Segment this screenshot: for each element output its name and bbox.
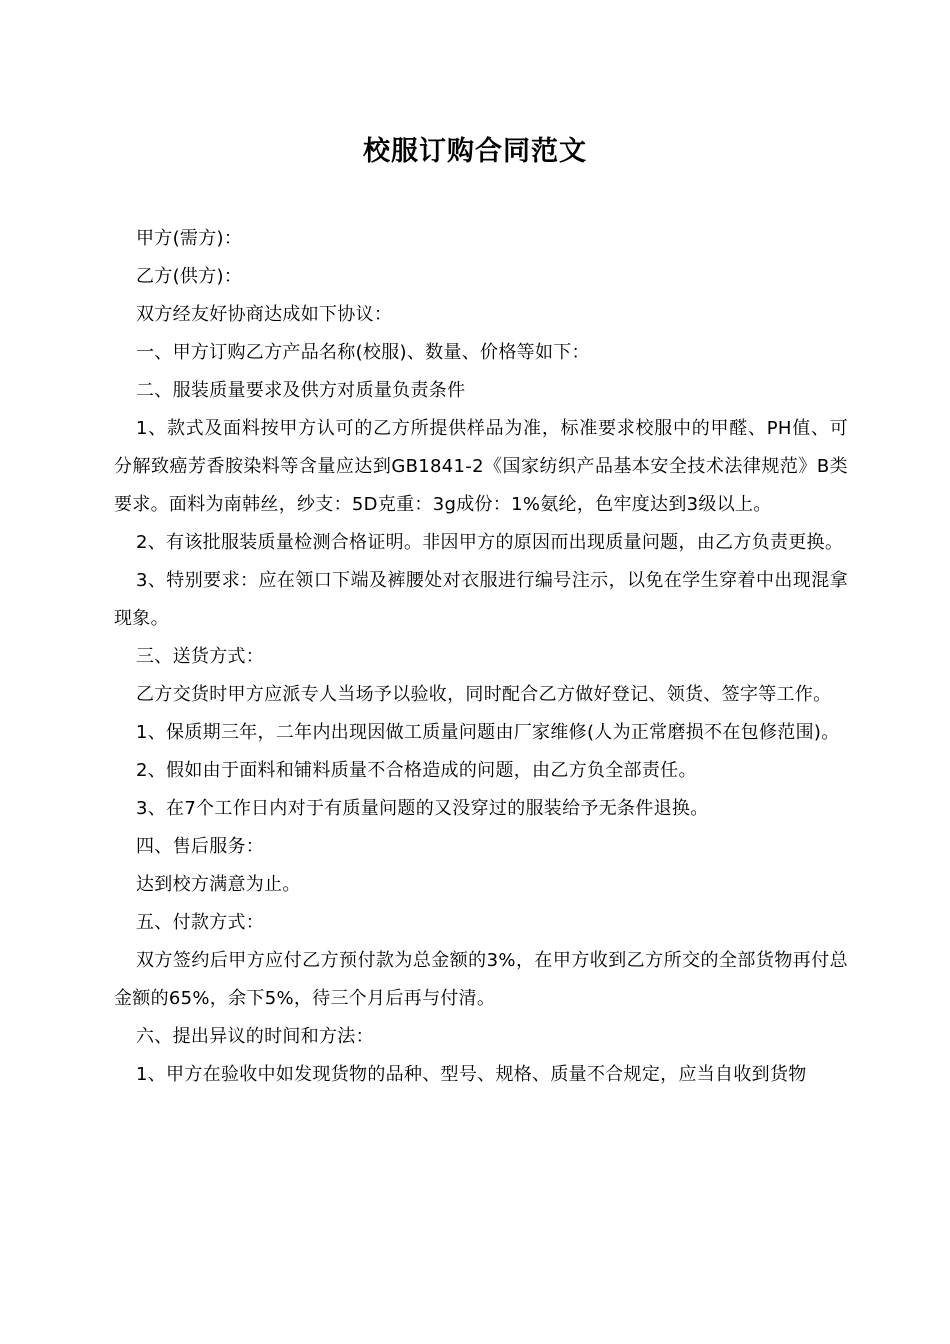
quality-clause-1: 1、款式及面料按甲方认可的乙方所提供样品为准，标准要求校服中的甲醛、PH值、可分解致癌芳香胺染料等含量应达到GB1841-2《国家纺织产品基本安全技术法律规范》B类要求。面料为南韩丝，纱支：5D克重：3g成份：1%氨纶，色牢度达到3级以上。 [114,418,848,515]
warranty-clause-1: 1、保质期三年，二年内出现因做工质量问题由厂家维修(人为正常磨损不在包修范围)。 [136,722,840,743]
warranty-clause-2: 2、假如由于面料和铺料质量不合格造成的问题，由乙方负全部责任。 [136,760,697,781]
section-heading-5: 五、付款方式： [136,912,265,933]
warranty-clause-3: 3、在7个工作日内对于有质量问题的又没穿过的服装给予无条件退换。 [136,798,709,819]
party-a-line: 甲方(需方)： [136,228,243,249]
quality-clause-3: 3、特别要求：应在领口下端及裤腰处对衣服进行编号注示，以免在学生穿着中出现混拿现象。 [114,570,848,629]
section-heading-1: 一、甲方订购乙方产品名称(校服)、数量、价格等如下： [136,342,590,363]
delivery-clause: 乙方交货时甲方应派专人当场予以验收，同时配合乙方做好登记、领货、签字等工作。 [136,684,832,705]
quality-clause-2: 2、有该批服装质量检测合格证明。非因甲方的原因而出现质量问题，由乙方负责更换。 [136,532,844,553]
agreement-intro: 双方经友好协商达成如下协议： [136,304,393,325]
section-heading-3: 三、送货方式： [136,646,265,667]
objection-clause-1: 1、甲方在验收中如发现货物的品种、型号、规格、质量不合规定，应当自收到货物 [136,1064,807,1085]
party-b-line: 乙方(供方)： [136,266,243,287]
section-heading-4: 四、售后服务： [136,836,265,857]
section-heading-6: 六、提出异议的时间和方法： [136,1026,374,1047]
payment-clause: 双方签约后甲方应付乙方预付款为总金额的3%，在甲方收到乙方所交的全部货物再付总金额的65%，余下5%，待三个月后再与付清。 [114,950,848,1009]
document-body [114,220,848,1094]
after-sales-clause: 达到校方满意为止。 [136,874,301,895]
section-heading-2: 二、服装质量要求及供方对质量负责条件 [136,380,466,401]
document-title: 校服订购合同范文 [363,136,587,167]
